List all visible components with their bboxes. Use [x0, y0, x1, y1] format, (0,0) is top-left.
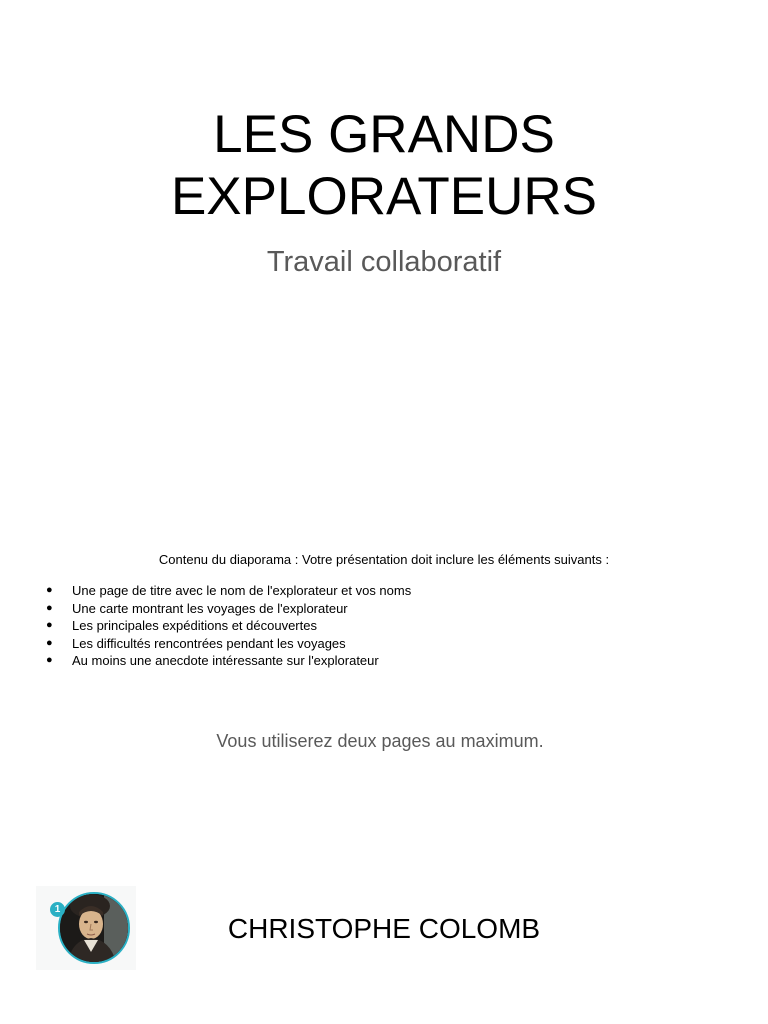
content-intro: Contenu du diaporama : Votre présentation doit inclure les éléments suivants : — [158, 552, 610, 567]
bullet-icon: ● — [46, 619, 53, 631]
content-requirements-list — [0, 582, 411, 670]
title-line-2: EXPLORATEURS — [170, 167, 598, 226]
explorer-name: CHRISTOPHE COLOMB — [227, 913, 541, 944]
list-item — [0, 600, 411, 618]
title-line-1: LES GRANDS — [213, 105, 555, 164]
list-item — [0, 652, 411, 670]
bullet-icon: ● — [46, 584, 53, 596]
list-item-text: Une page de titre avec le nom de l'explorateur et vos noms — [72, 583, 412, 598]
list-item — [0, 635, 411, 653]
bullet-icon: ● — [46, 601, 53, 614]
list-item-text: Les difficultés rencontrées pendant les voyages — [72, 635, 346, 651]
notification-badge: 1 — [50, 902, 65, 917]
list-item — [0, 582, 411, 600]
list-item-text: Une carte montrant les voyages de l'explorateur — [72, 600, 348, 616]
document-subtitle: Travail collaboratif — [266, 246, 502, 278]
list-item-text: Au moins une anecdote intéressante sur l'explorateur — [72, 653, 379, 668]
document-title — [0, 104, 768, 228]
list-item — [0, 617, 411, 635]
bullet-icon: ● — [46, 654, 53, 666]
page-limit-note: Vous utiliserez deux pages au maximum. — [216, 731, 544, 751]
list-item-text: Les principales expéditions et découvertes — [72, 618, 317, 633]
bullet-icon: ● — [46, 636, 53, 649]
